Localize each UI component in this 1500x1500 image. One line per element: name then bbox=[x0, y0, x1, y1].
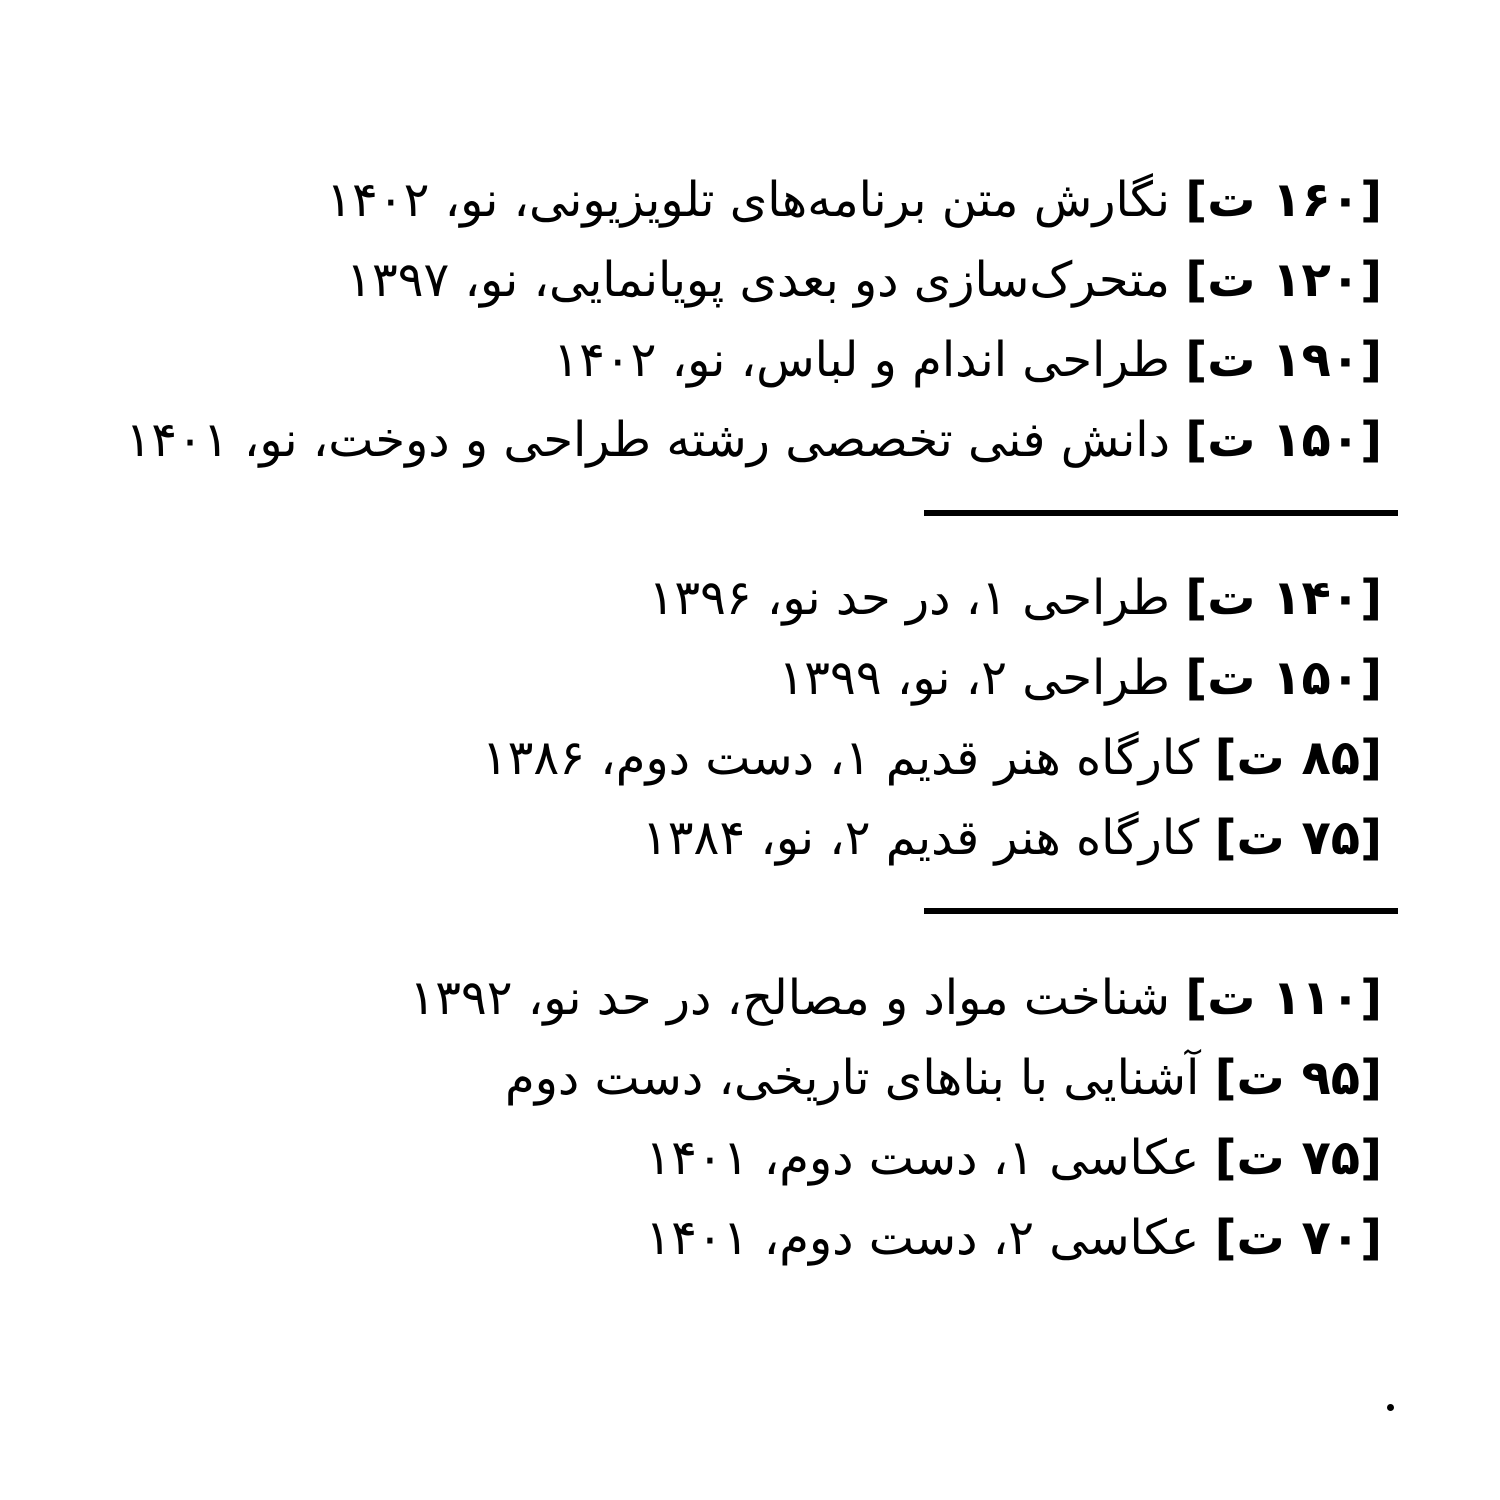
list-item bbox=[62, 1038, 1382, 1118]
item-title: دانش فنی تخصصی رشته طراحی و دوخت، نو، ۱۴۰۱ bbox=[125, 412, 1171, 468]
item-price: [۸۵ ت] bbox=[1214, 730, 1382, 786]
list-item bbox=[62, 320, 1382, 400]
list-item bbox=[62, 798, 1382, 878]
item-price: [۱۱۰ ت] bbox=[1185, 970, 1382, 1026]
item-title: نگارش متن برنامه‌های تلویزیونی، نو، ۱۴۰۲ bbox=[326, 172, 1171, 228]
list-item bbox=[62, 1198, 1382, 1278]
list-item bbox=[62, 160, 1382, 240]
item-price: [۱۲۰ ت] bbox=[1185, 252, 1382, 308]
item-price: [۱۴۰ ت] bbox=[1185, 570, 1382, 626]
item-price: [۷۰ ت] bbox=[1214, 1210, 1382, 1266]
list-item bbox=[62, 958, 1382, 1038]
item-price: [۱۵۰ ت] bbox=[1185, 412, 1382, 468]
list-item bbox=[62, 1118, 1382, 1198]
item-title: طراحی اندام و لباس، نو، ۱۴۰۲ bbox=[553, 332, 1171, 388]
item-price: [۱۵۰ ت] bbox=[1185, 650, 1382, 706]
list-item bbox=[62, 400, 1382, 480]
list-item bbox=[62, 558, 1382, 638]
list-item bbox=[62, 638, 1382, 718]
section-divider bbox=[924, 510, 1398, 516]
item-price: [۱۶۰ ت] bbox=[1185, 172, 1382, 228]
item-price: [۱۹۰ ت] bbox=[1185, 332, 1382, 388]
item-title: عکاسی ۱، دست دوم، ۱۴۰۱ bbox=[645, 1130, 1200, 1186]
item-title: کارگاه هنر قدیم ۲، نو، ۱۳۸۴ bbox=[641, 810, 1200, 866]
section-divider bbox=[924, 908, 1398, 914]
item-title: شناخت مواد و مصالح، در حد نو، ۱۳۹۲ bbox=[409, 970, 1171, 1026]
item-title: آشنایی با بناهای تاریخی، دست دوم bbox=[505, 1050, 1200, 1106]
item-price: [۹۵ ت] bbox=[1214, 1050, 1382, 1106]
item-title: طراحی ۱، در حد نو، ۱۳۹۶ bbox=[648, 570, 1171, 626]
item-price: [۷۵ ت] bbox=[1214, 810, 1382, 866]
item-title: طراحی ۲، نو، ۱۳۹۹ bbox=[778, 650, 1171, 706]
end-dot bbox=[1387, 1404, 1394, 1411]
list-item bbox=[62, 240, 1382, 320]
item-title: کارگاه هنر قدیم ۱، دست دوم، ۱۳۸۶ bbox=[481, 730, 1200, 786]
item-price: [۷۵ ت] bbox=[1214, 1130, 1382, 1186]
item-title: متحرک‌سازی دو بعدی پویانمایی، نو، ۱۳۹۷ bbox=[346, 252, 1171, 308]
item-title: عکاسی ۲، دست دوم، ۱۴۰۱ bbox=[645, 1210, 1200, 1266]
list-item bbox=[62, 718, 1382, 798]
